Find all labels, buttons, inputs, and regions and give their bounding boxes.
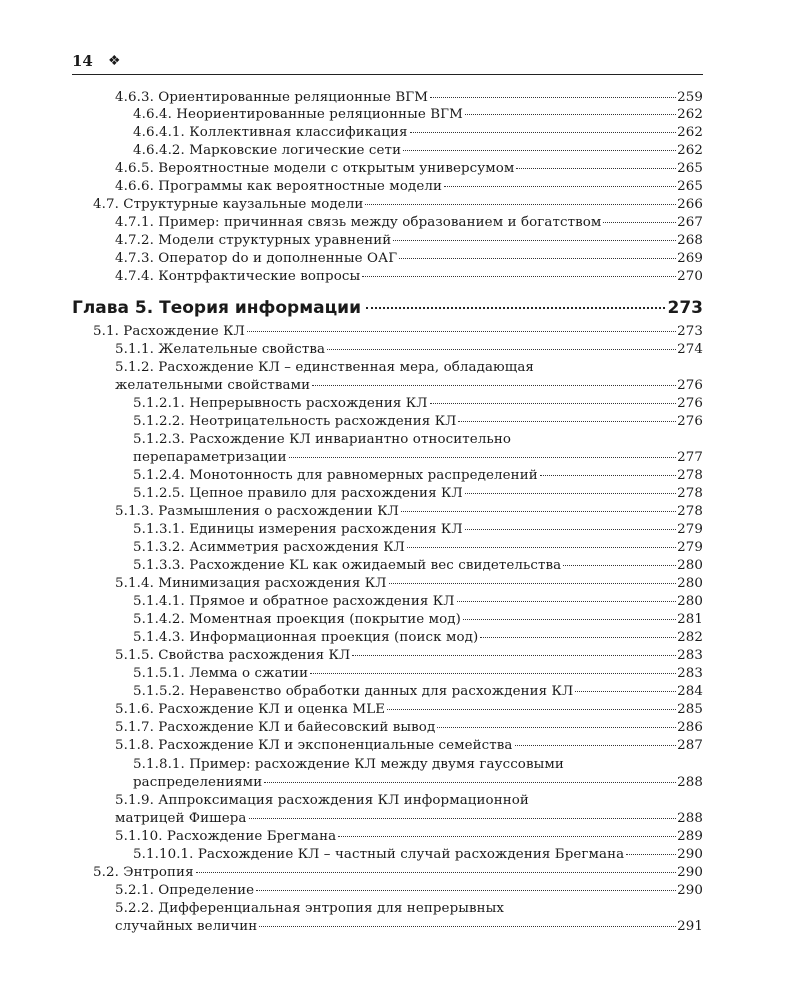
toc-entry-page: 278 bbox=[677, 486, 703, 501]
toc-entry-page: 274 bbox=[677, 342, 703, 357]
toc-entry-label: 5.1.8. Расхождение КЛ и экспоненциальные семейства bbox=[115, 738, 513, 753]
toc-entry-page: 284 bbox=[677, 684, 703, 699]
toc-entry-label: 5.1.3. Размышления о расхождении КЛ bbox=[115, 504, 399, 519]
toc-leader-dots bbox=[365, 204, 676, 205]
toc-entry-page: 262 bbox=[677, 107, 703, 122]
toc-entry[interactable] bbox=[133, 593, 703, 611]
toc-entry[interactable] bbox=[133, 395, 703, 413]
toc-leader-dots bbox=[480, 637, 676, 638]
toc-entry-label: 5.1.6. Расхождение КЛ и оценка MLE bbox=[115, 702, 386, 717]
toc-leader-dots bbox=[362, 276, 676, 277]
toc-entry-page: 259 bbox=[677, 90, 703, 105]
toc-leader-dots bbox=[407, 547, 676, 548]
toc-leader-dots bbox=[403, 150, 676, 151]
toc-entry-page: 290 bbox=[677, 883, 703, 898]
toc-entry[interactable] bbox=[133, 774, 703, 792]
toc-leader-dots bbox=[312, 385, 676, 386]
toc-leader-dots bbox=[310, 673, 676, 674]
toc-leader-dots bbox=[352, 655, 676, 656]
toc-entry-label: 5.1.5.2. Неравенство обработки данных для расхождения КЛ bbox=[133, 684, 574, 699]
toc-leader-dots bbox=[196, 872, 677, 873]
toc-entry-label: 5.1.3.2. Асимметрия расхождения КЛ bbox=[133, 540, 405, 555]
toc-entry-first-line[interactable]: 5.1.2. Расхождение КЛ – единственная мера, обладающая bbox=[115, 360, 534, 375]
toc-leader-dots bbox=[465, 529, 676, 530]
toc-entry-label: 4.7.3. Оператор do и дополненные ОАГ bbox=[115, 251, 398, 266]
toc-entry-first-line[interactable]: 5.1.9. Аппроксимация расхождения КЛ информационной bbox=[115, 793, 529, 808]
toc-leader-dots bbox=[399, 258, 676, 259]
toc-entry-label: 4.7.4. Контрфактические вопросы bbox=[115, 269, 361, 284]
toc-leader-dots bbox=[327, 349, 676, 350]
toc-entry-label: 4.7. Структурные каузальные модели bbox=[93, 197, 364, 212]
toc-entry[interactable] bbox=[133, 846, 703, 864]
toc-entry[interactable] bbox=[133, 683, 703, 701]
toc-entry-page: 265 bbox=[677, 179, 703, 194]
ornament-icon: ❖ bbox=[108, 53, 121, 69]
toc-entry-label: 5.1.2.1. Непрерывность расхождения КЛ bbox=[133, 396, 428, 411]
toc-entry-page: 287 bbox=[677, 738, 703, 753]
toc-entry-page: 290 bbox=[677, 847, 703, 862]
toc-leader-dots bbox=[465, 114, 676, 115]
toc-entry-page: 276 bbox=[677, 378, 703, 393]
toc-leader-dots bbox=[393, 240, 676, 241]
toc-leader-dots bbox=[437, 727, 676, 728]
toc-entry-page: 283 bbox=[677, 648, 703, 663]
toc-entry[interactable] bbox=[115, 250, 703, 268]
toc-entry-page: 283 bbox=[677, 666, 703, 681]
toc-leader-dots bbox=[338, 836, 676, 837]
toc-entry[interactable] bbox=[133, 124, 703, 142]
toc-entry-label: 5.2. Энтропия bbox=[93, 865, 194, 880]
toc-entry[interactable] bbox=[115, 719, 703, 737]
toc-entry[interactable] bbox=[115, 918, 703, 936]
toc-entry-label: случайных величин bbox=[115, 919, 258, 934]
toc-entry-label: 4.7.2. Модели структурных уравнений bbox=[115, 233, 392, 248]
toc-entry[interactable] bbox=[133, 142, 703, 160]
toc-entry-page: 266 bbox=[677, 197, 703, 212]
toc-entry-page: 277 bbox=[677, 450, 703, 465]
toc-entry[interactable] bbox=[133, 539, 703, 557]
toc-entry[interactable] bbox=[115, 647, 703, 665]
chapter-title: Глава 5. Теория информации bbox=[72, 298, 361, 318]
toc-leader-dots bbox=[465, 493, 676, 494]
toc-entry-page: 282 bbox=[677, 630, 703, 645]
toc-entry-page: 285 bbox=[677, 702, 703, 717]
toc-entry-page: 286 bbox=[677, 720, 703, 735]
toc-entry[interactable] bbox=[115, 89, 703, 107]
toc-entry-page: 288 bbox=[677, 811, 703, 826]
toc-entry-label: 5.1.4.3. Информационная проекция (поиск мод) bbox=[133, 630, 479, 645]
toc-entry-label: 5.1.3.1. Единицы измерения расхождения КЛ bbox=[133, 522, 463, 537]
toc-entry-label: 5.1.5. Свойства расхождения КЛ bbox=[115, 648, 351, 663]
toc-leader-dots bbox=[603, 222, 676, 223]
toc-entry-page: 288 bbox=[677, 775, 703, 790]
toc-entry-label: 4.6.5. Вероятностные модели с открытым универсумом bbox=[115, 161, 515, 176]
toc-entry-label: 4.6.4. Неориентированные реляционные ВГМ bbox=[133, 107, 463, 122]
toc-entry-label: 4.6.3. Ориентированные реляционные ВГМ bbox=[115, 90, 429, 105]
toc-entry[interactable] bbox=[115, 268, 703, 286]
toc-entry-first-line[interactable]: 5.2.2. Дифференциальная энтропия для непрерывных bbox=[115, 901, 505, 916]
toc-entry[interactable] bbox=[115, 828, 703, 846]
toc-entry[interactable] bbox=[115, 377, 703, 395]
toc-entry[interactable] bbox=[115, 737, 703, 755]
toc-entry[interactable] bbox=[115, 178, 703, 196]
toc-entry-page: 279 bbox=[677, 522, 703, 537]
toc-entry[interactable] bbox=[93, 864, 703, 882]
toc-entry-label: 4.6.6. Программы как вероятностные модели bbox=[115, 179, 442, 194]
toc-entry[interactable] bbox=[133, 106, 703, 124]
toc-entry[interactable] bbox=[115, 882, 703, 900]
toc-entry[interactable] bbox=[115, 341, 703, 359]
toc-entry-label: 5.1.4.1. Прямое и обратное расхождения КЛ bbox=[133, 594, 455, 609]
toc-entry-label: 5.1.2.2. Неотрицательность расхождения КЛ bbox=[133, 414, 457, 429]
toc-entry-page: 278 bbox=[677, 504, 703, 519]
toc-leader-dots bbox=[444, 186, 676, 187]
toc-entry-page: 281 bbox=[677, 612, 703, 627]
toc-entry-label: 4.7.1. Пример: причинная связь между образованием и богатством bbox=[115, 215, 602, 230]
toc-entry[interactable] bbox=[133, 557, 703, 575]
toc-entry-label: 5.1.10.1. Расхождение КЛ – частный случай расхождения Брегмана bbox=[133, 847, 625, 862]
toc-entry[interactable] bbox=[133, 413, 703, 431]
toc-entry-label: 5.2.1. Определение bbox=[115, 883, 255, 898]
toc-entry-label: 5.1.7. Расхождение КЛ и байесовский вывод bbox=[115, 720, 436, 735]
toc-entry-label: 4.6.4.2. Марковские логические сети bbox=[133, 143, 402, 158]
chapter-page: 273 bbox=[667, 298, 703, 318]
toc-leader-dots bbox=[430, 97, 676, 98]
toc-entry-page: 278 bbox=[677, 468, 703, 483]
toc-leader-dots bbox=[626, 854, 676, 855]
toc-entry-label: желательными свойствами bbox=[115, 378, 311, 393]
toc-leader-dots bbox=[563, 565, 676, 566]
toc-entry[interactable] bbox=[115, 701, 703, 719]
toc-entry[interactable] bbox=[115, 160, 703, 178]
toc-entry-page: 279 bbox=[677, 540, 703, 555]
toc-entry[interactable] bbox=[115, 810, 703, 828]
toc-entry[interactable] bbox=[133, 467, 703, 485]
toc-leader-dots bbox=[247, 331, 676, 332]
toc-leader-dots bbox=[256, 890, 676, 891]
toc-entry-page: 267 bbox=[677, 215, 703, 230]
toc-entry-label: 5.1.2.5. Цепное правило для расхождения КЛ bbox=[133, 486, 463, 501]
toc-leader-dots bbox=[259, 926, 676, 927]
toc-entry-label: матрицей Фишера bbox=[115, 811, 247, 826]
toc-entry-first-line[interactable]: 5.1.8.1. Пример: расхождение КЛ между двумя гауссовыми bbox=[133, 757, 564, 772]
toc-entry-label: 5.1.4.2. Моментная проекция (покрытие мод) bbox=[133, 612, 461, 627]
toc-entry[interactable] bbox=[133, 629, 703, 647]
toc-entry[interactable] bbox=[93, 323, 703, 341]
toc-entry-page: 270 bbox=[677, 269, 703, 284]
toc-entry-page: 269 bbox=[677, 251, 703, 266]
toc-entry-label: 5.1.3.3. Расхождение KL как ожидаемый вес свидетельства bbox=[133, 558, 562, 573]
toc-entry-label: 5.1.1. Желательные свойства bbox=[115, 342, 326, 357]
toc-leader-dots bbox=[540, 475, 676, 476]
toc-entry[interactable] bbox=[133, 611, 703, 629]
toc-leader-dots bbox=[249, 818, 677, 819]
toc-entry[interactable] bbox=[133, 485, 703, 503]
toc-entry-label: 5.1.4. Минимизация расхождения КЛ bbox=[115, 576, 387, 591]
toc-entry-page: 291 bbox=[677, 919, 703, 934]
toc-entry-first-line[interactable]: 5.1.2.3. Расхождение КЛ инвариантно относительно bbox=[133, 432, 512, 447]
toc-entry-page: 265 bbox=[677, 161, 703, 176]
toc-leader-dots bbox=[389, 583, 677, 584]
toc-entry-page: 262 bbox=[677, 125, 703, 140]
toc-leader-dots bbox=[430, 403, 677, 404]
toc-entry[interactable] bbox=[133, 449, 703, 467]
toc-entry-page: 268 bbox=[677, 233, 703, 248]
toc-entry-page: 273 bbox=[677, 324, 703, 339]
toc-leader-dots bbox=[387, 709, 676, 710]
toc-entry-label: 5.1.5.1. Лемма о сжатии bbox=[133, 666, 309, 681]
toc-leader-dots bbox=[457, 601, 677, 602]
toc-entry-page: 280 bbox=[677, 558, 703, 573]
toc-entry-label: перепараметризации bbox=[133, 450, 287, 465]
toc-entry[interactable] bbox=[115, 575, 703, 593]
toc-entry[interactable] bbox=[115, 232, 703, 250]
toc-entry-page: 276 bbox=[677, 414, 703, 429]
toc-leader-dots bbox=[366, 307, 665, 309]
toc-leader-dots bbox=[401, 511, 676, 512]
toc-leader-dots bbox=[410, 132, 677, 133]
toc-entry-page: 290 bbox=[677, 865, 703, 880]
toc-entry[interactable] bbox=[93, 196, 703, 214]
toc-entry[interactable] bbox=[115, 214, 703, 232]
toc-entry-page: 289 bbox=[677, 829, 703, 844]
toc-entry-page: 262 bbox=[677, 143, 703, 158]
toc-leader-dots bbox=[289, 457, 677, 458]
toc-entry-page: 280 bbox=[677, 594, 703, 609]
toc-entry-label: 5.1.2.4. Монотонность для равномерных распределений bbox=[133, 468, 538, 483]
toc-leader-dots bbox=[458, 421, 676, 422]
toc-entry-page: 276 bbox=[677, 396, 703, 411]
toc-chapter-heading[interactable] bbox=[72, 297, 703, 319]
page-number: 14 bbox=[72, 52, 93, 70]
toc-entry-label: 5.1. Расхождение КЛ bbox=[93, 324, 245, 339]
toc-entry-label: 5.1.10. Расхождение Брегмана bbox=[115, 829, 337, 844]
toc-entry-label: распределениями bbox=[133, 775, 263, 790]
toc-entry[interactable] bbox=[133, 665, 703, 683]
toc-entry[interactable] bbox=[115, 503, 703, 521]
toc-leader-dots bbox=[264, 782, 676, 783]
toc-leader-dots bbox=[463, 619, 676, 620]
toc-entry[interactable] bbox=[133, 521, 703, 539]
toc-leader-dots bbox=[515, 745, 677, 746]
toc-leader-dots bbox=[516, 168, 676, 169]
toc-leader-dots bbox=[575, 691, 676, 692]
toc-entry-page: 280 bbox=[677, 576, 703, 591]
toc-entry-label: 4.6.4.1. Коллективная классификация bbox=[133, 125, 408, 140]
